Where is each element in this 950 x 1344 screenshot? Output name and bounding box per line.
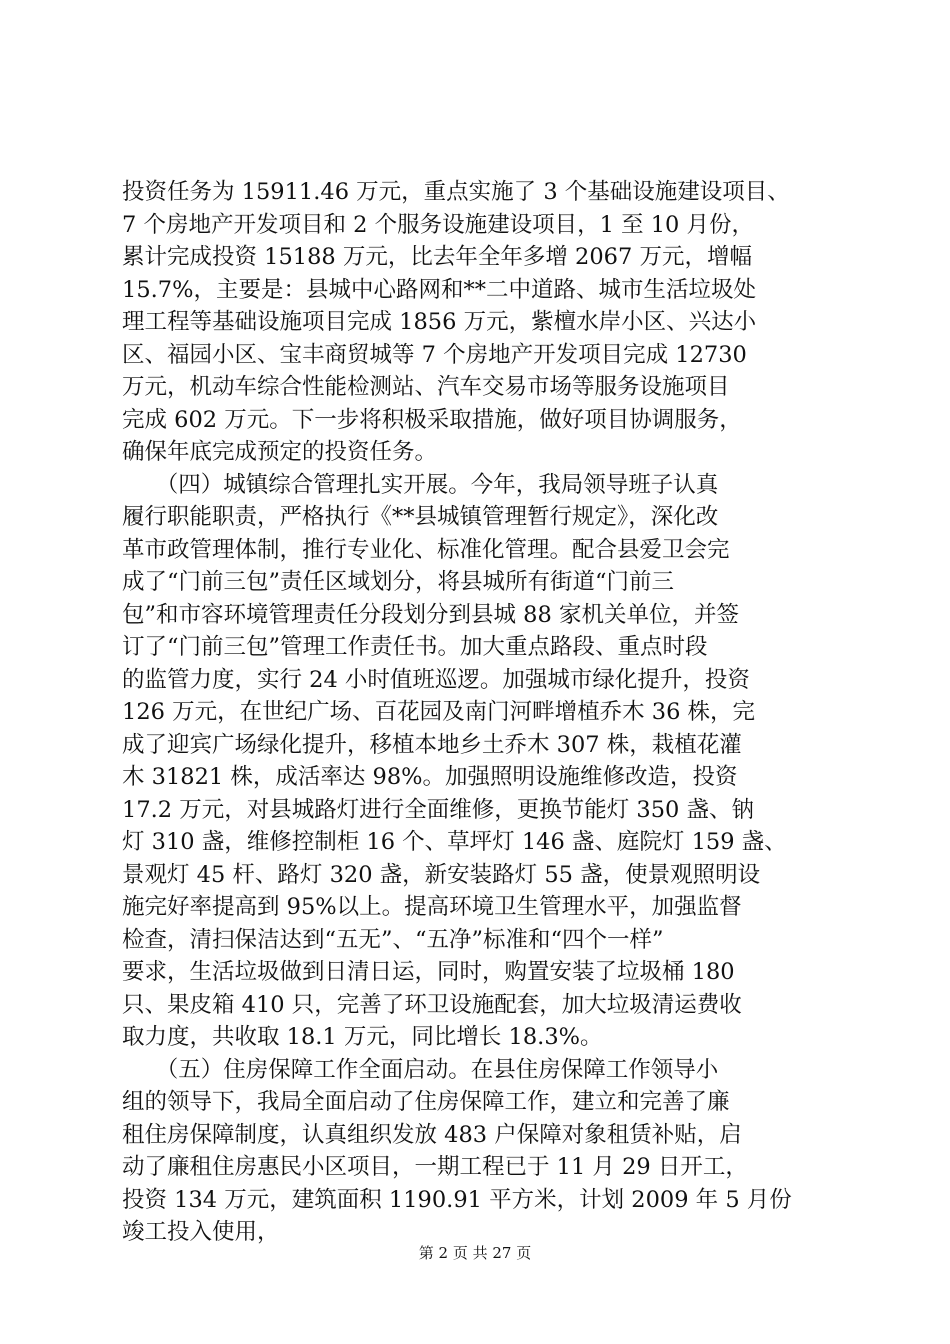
text-line: 订了“门前三包”管理工作责任书。加大重点路段、重点时段 xyxy=(122,634,708,660)
text-line: 履行职能职责，严格执行《**县城镇管理暂行规定》，深化改 xyxy=(122,504,719,530)
text-line: 17.2 万元，对县城路灯进行全面维修，更换节能灯 350 盏、钠 xyxy=(122,796,755,823)
text-line: 革市政管理体制，推行专业化、标准化管理。配合县爱卫会完 xyxy=(122,536,730,563)
text-line: 包”和市容环境管理责任分段划分到县城 88 家机关单位，并签 xyxy=(122,601,739,628)
text-line: 确保年底完成预定的投资任务。 xyxy=(122,439,438,465)
text-line: 15.7%，主要是：县城中心路网和**二中道路、城市生活垃圾处 xyxy=(122,276,756,303)
page-number-label: 第 2 页 共 27 页 xyxy=(418,1244,532,1262)
text-line: 组的领导下，我局全面启动了住房保障工作，建立和完善了廉 xyxy=(122,1089,730,1115)
text-line: 万元，机动车综合性能检测站、汽车交易市场等服务设施项目 xyxy=(122,374,730,400)
text-line: 施完好率提高到 95%以上。提高环境卫生管理水平，加强监督 xyxy=(122,894,742,920)
text-line: 取力度，共收取 18.1 万元，同比增长 18.3%。 xyxy=(122,1024,603,1050)
text-line: 7 个房地产开发项目和 2 个服务设施建设项目，1 至 10 月份， xyxy=(122,211,754,238)
text-line: 景观灯 45 杆、路灯 320 盏，新安装路灯 55 盏，使景观照明设 xyxy=(122,861,761,888)
text-line: 累计完成投资 15188 万元，比去年全年多增 2067 万元，增幅 xyxy=(122,244,752,270)
text-line: 动了廉租住房惠民小区项目，一期工程已于 11 月 29 日开工， xyxy=(122,1154,748,1180)
text-line: 要求，生活垃圾做到日清日运，同时，购置安装了垃圾桶 180 xyxy=(122,959,735,985)
text-line: 理工程等基础设施项目完成 1856 万元，紫檀水岸小区、兴达小 xyxy=(122,309,757,335)
text-line: 灯 310 盏，维修控制柜 16 个、草坪灯 146 盏、庭院灯 159 盏、 xyxy=(122,829,787,855)
text-line: 检查，清扫保洁达到“五无”、“五净”标准和“四个一样” xyxy=(122,926,664,953)
text-line: 成了迎宾广场绿化提升，移植本地乡土乔木 307 株，栽植花灌 xyxy=(122,731,742,758)
text-line: 投资 134 万元，建筑面积 1190.91 平方米，计划 2009 年 5 月份 xyxy=(122,1186,792,1213)
text-line: （四）城镇综合管理扎实开展。今年，我局领导班子认真 xyxy=(122,471,719,498)
text-line: 只、果皮箱 410 只，完善了环卫设施配套，加大垃圾清运费收 xyxy=(122,991,742,1018)
text-line: 126 万元，在世纪广场、百花园及南门河畔增植乔木 36 株，完 xyxy=(122,699,756,725)
body-text xyxy=(122,176,834,1249)
text-line: 完成 602 万元。下一步将积极采取措施，做好项目协调服务， xyxy=(122,406,742,433)
text-line: 投资任务为 15911.46 万元，重点实施了 3 个基础设施建设项目、 xyxy=(122,179,790,205)
text-line: 区、福园小区、宝丰商贸城等 7 个房地产开发项目完成 12730 xyxy=(122,341,747,368)
text-line: （五）住房保障工作全面启动。在县住房保障工作领导小 xyxy=(122,1056,719,1083)
page-footer xyxy=(0,1243,950,1263)
text-line: 成了“门前三包”责任区域划分，将县城所有街道“门前三 xyxy=(122,569,675,595)
text-line: 木 31821 株，成活率达 98%。加强照明设施维修改造，投资 xyxy=(122,764,738,790)
text-line: 竣工投入使用， xyxy=(122,1219,280,1245)
text-line: 的监管力度，实行 24 小时值班巡逻。加强城市绿化提升，投资 xyxy=(122,666,750,693)
text-line: 租住房保障制度，认真组织发放 483 户保障对象租赁补贴，启 xyxy=(122,1121,742,1148)
